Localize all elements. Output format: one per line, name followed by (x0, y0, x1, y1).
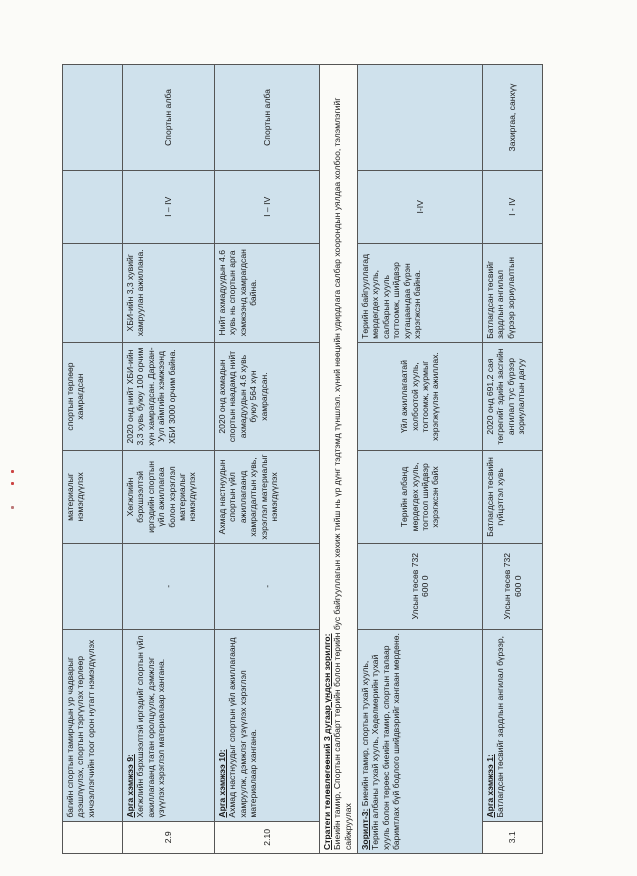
budget-cell: Улсын төсөв 732 600 0 (358, 543, 483, 629)
period-cell: I – IV (215, 171, 320, 244)
goal-title: Зорилт-3: (360, 808, 370, 850)
budget-cell: - (215, 543, 320, 629)
goal-row (358, 65, 483, 854)
responsible-cell: Захиргаа, санхүү (483, 65, 543, 171)
table-row (483, 65, 543, 854)
baseline-cell: 2020 онд 691,2 сая төгрөгийг эдийн засгийн ангилал тус бүрээр зориулалтын дагуу (483, 342, 543, 450)
table-row (63, 65, 123, 854)
measure-title: Арга хэмжээ 9: (125, 754, 135, 818)
target-cell: ХБИ-ийн 3,3 хувийг хамруулан ажиллана. (123, 243, 215, 342)
responsible-cell (358, 65, 483, 171)
indicator-cell: Хөгжлийн бэрхшээлтэй иргэдийн спортын үйл ажиллагаа болон хэрэглэл материалыг нэмэгдүүлэх (123, 451, 215, 544)
measure-body: Хөгжлийн бэрхшээлтэй иргэдийг спортын үйл ажиллагаанд татан оролцуулж, дэмжлэг үзүүлэх хэрэглэл материалаар хангана. (135, 635, 167, 818)
row-number: 3.1 (483, 821, 543, 853)
strategy-row (320, 65, 358, 854)
strategy-title: Стратеги төлөвлөгөөний 3 дугаар үндсэн зорилго: (322, 633, 332, 850)
row-number: 2.10 (215, 821, 320, 853)
row-baseline: спортын төрлөөр хамрагдсан (63, 342, 123, 450)
indicator-cell: Батлагдсан төсвийн гүйцэтгэл хувь (483, 451, 543, 544)
responsible-cell: Спортын алба (123, 65, 215, 171)
table-row (215, 65, 320, 854)
period-cell: I - IV (483, 171, 543, 244)
period-cell: I – IV (123, 171, 215, 244)
baseline-cell: Үйл ажиллагаатай холбоотой хууль, тогтоомж, журмыг хэрэгжүүлэн ажиллах. (358, 342, 483, 450)
row-indicator: материалыг нэмэгдүүлэх (63, 451, 123, 544)
baseline-cell: 2020 онд ахмадын спортын наадамд нийт ахмадуудын 4.6 хувь буюу 564 хүн хамрагдсан. (215, 342, 320, 450)
baseline-cell: 2020 онд нийт ХБИ-ийн 3,3 хувь буюу 100 орчим хүн хамрагдсан. Дархан-Уул аймгийн хэмжээнд ХБИ 3000 орчим байна. (123, 342, 215, 450)
plan-table (62, 64, 543, 854)
target-cell: Батлагдсан төсвийг зардлын ангилал бүрээр зориулалтын (483, 243, 543, 342)
measure-title: Арга хэмжээ 1: (485, 754, 495, 818)
indicator-cell: Төрийн албанд мөрдөгдөх хууль, тогтоол шийдвэр хэрэгжсэн байх (358, 451, 483, 544)
responsible-cell: Спортын алба (215, 65, 320, 171)
budget-cell: - (123, 543, 215, 629)
measure-body: Батлагдсан төсвийг зардлын ангилал бүрээр, (495, 635, 506, 818)
measure-body: Ахмад настнуудыг спортын үйл ажиллагаанд хамруулж, дэмжлэг үзүүлэх хэрэглэл материалаар хангана. (227, 637, 259, 818)
target-cell: Төрийн байгууллагад мөрдөгдөх хууль, салбарын хууль тогтоомж, шийдвэр хугацаандаа бүрэн хэрэгжсэн байна. (358, 243, 483, 342)
goal-body: Биеийн тамир, спортын тухай хууль, Төрийн албаны тухай хууль, Хөдөлмөрийн тухай хууль болон төрөөс биеийн тамир, спортын талаар баримтлах бүй бодлого шийдвэрийг хангаан мөрдөнө. (360, 633, 402, 850)
strategy-body: Биеийн тамир, Спортын салбарт төрийн болон төрийн бус байгууллагын хөхиж тийш нь үр дүнг тэдтэмд түншлэл. хүний нөөцийн удирдлага салбар хоорондын уялдаа холбоо, тэлэмлэгийг сайжруулах (332, 97, 353, 850)
table-row (123, 65, 215, 854)
period-cell: I-IV (358, 171, 483, 244)
measure-title: Арга хэмжээ 10: (217, 749, 227, 818)
row-text: багийн спортын тамирчдын ур чадварыг дээшлүүлэх, спортын тэргүүлэх төрлөөр хичээллэгчийн тоог орон нутагт нэмэгдүүлэх (63, 629, 123, 821)
target-cell: Нийт ахмадуудын 4.6 хувь нь спортын арга хэмжээнд хамрагдсан байна. (215, 243, 320, 342)
row-number: 2.9 (123, 821, 215, 853)
indicator-cell: Ахмад настнуудын спортын үйл ажиллагаанд хамрагдалтын хувь, хэрэглэл материалыг нэмэгдүүлэх (215, 451, 320, 544)
budget-cell: Улсын төсөв 732 600 0 (483, 543, 543, 629)
